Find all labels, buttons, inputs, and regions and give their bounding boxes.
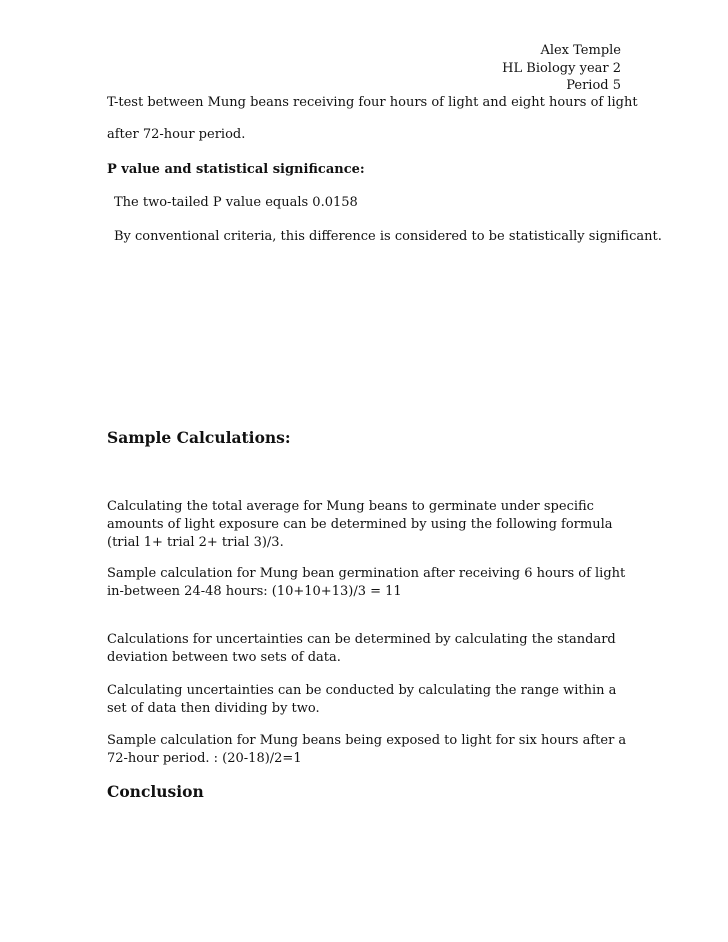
uncertainty-example-paragraph: Sample calculation for Mung beans being exposed to light for six hours after a 72-hour period. : (20-18)/2=1 [107, 733, 627, 766]
course-name: HL Biology year 2 [502, 61, 621, 76]
p-value-result: The two-tailed P value equals 0.0158 [114, 195, 358, 210]
p-value-heading: P value and statistical significance: [107, 162, 365, 177]
average-example-paragraph: Sample calculation for Mung bean germination after receiving 6 hours of light in-between 24-48 hours: (10+10+13)/3 = 11 [107, 566, 626, 599]
sample-calculations-heading: Sample Calculations: [107, 428, 291, 447]
significance-statement: By conventional criteria, this difference is considered to be statistically significant. [114, 229, 662, 244]
average-formula-paragraph: Calculating the total average for Mung beans to germinate under specific amounts of light exposure can be determined by using the following formula (trial 1+ trial 2+ trial 3)/3. [107, 499, 613, 550]
class-period: Period 5 [566, 78, 621, 93]
uncertainty-intro-paragraph: Calculations for uncertainties can be determined by calculating the standard deviation between two sets of data. [107, 632, 616, 665]
ttest-description-line-2: after 72-hour period. [107, 127, 246, 142]
author-name: Alex Temple [540, 43, 621, 58]
uncertainty-method-paragraph: Calculating uncertainties can be conducted by calculating the range within a set of data then dividing by two. [107, 683, 617, 716]
ttest-description-line-1: T-test between Mung beans receiving four hours of light and eight hours of light [107, 95, 638, 110]
conclusion-heading: Conclusion [107, 782, 204, 801]
